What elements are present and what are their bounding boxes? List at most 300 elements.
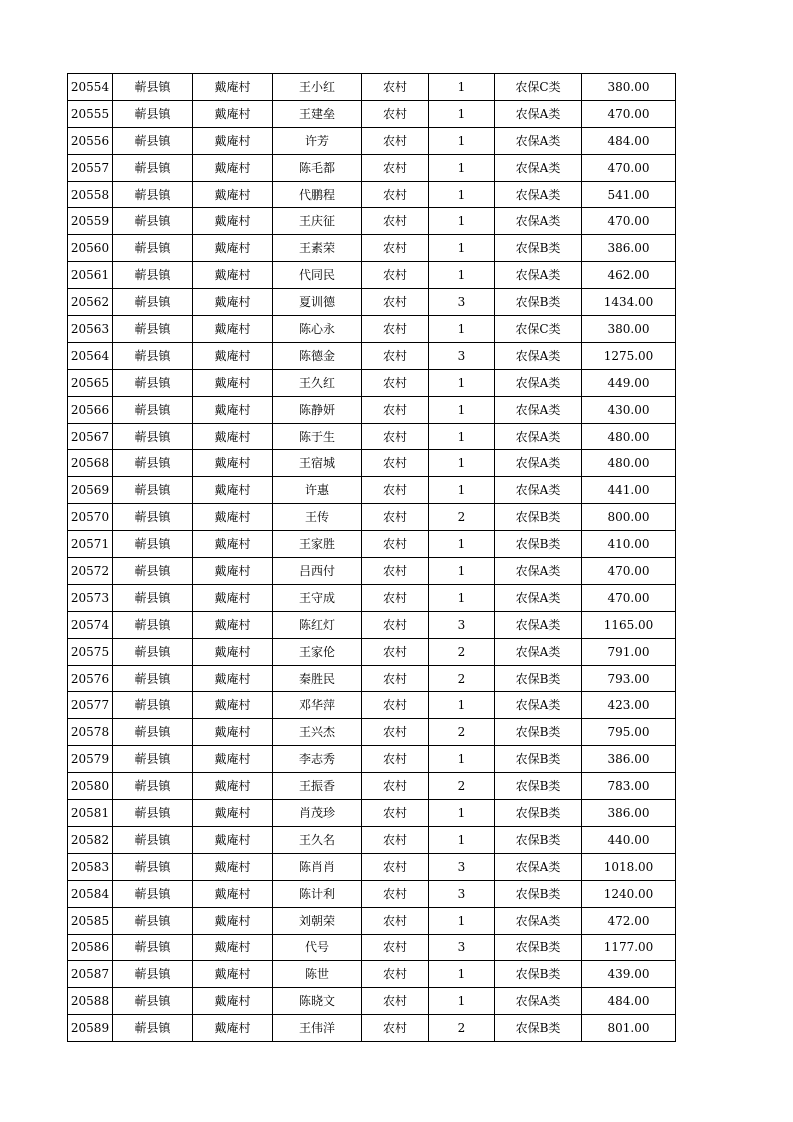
amount-cell: 470.00 [582, 558, 676, 585]
category-cell: 农村 [362, 558, 429, 585]
village-cell: 戴庵村 [193, 181, 273, 208]
amount-cell: 791.00 [582, 638, 676, 665]
town-cell: 蕲县镇 [113, 934, 193, 961]
village-cell: 戴庵村 [193, 853, 273, 880]
household-count-cell: 2 [429, 719, 495, 746]
table-row [68, 611, 676, 638]
household-count-cell: 1 [429, 907, 495, 934]
category-cell: 农村 [362, 692, 429, 719]
insurance-type-cell: 农保A类 [495, 558, 582, 585]
row-number-cell: 20583 [68, 853, 113, 880]
row-number-cell: 20588 [68, 988, 113, 1015]
household-count-cell: 1 [429, 558, 495, 585]
table-row [68, 74, 676, 101]
table-row [68, 746, 676, 773]
village-cell: 戴庵村 [193, 880, 273, 907]
name-cell: 王兴杰 [273, 719, 362, 746]
village-cell: 戴庵村 [193, 369, 273, 396]
household-count-cell: 1 [429, 127, 495, 154]
amount-cell: 386.00 [582, 746, 676, 773]
household-count-cell: 3 [429, 289, 495, 316]
row-number-cell: 20554 [68, 74, 113, 101]
insurance-type-cell: 农保B类 [495, 880, 582, 907]
town-cell: 蕲县镇 [113, 262, 193, 289]
amount-cell: 795.00 [582, 719, 676, 746]
category-cell: 农村 [362, 853, 429, 880]
household-count-cell: 3 [429, 853, 495, 880]
category-cell: 农村 [362, 988, 429, 1015]
row-number-cell: 20555 [68, 100, 113, 127]
amount-cell: 541.00 [582, 181, 676, 208]
name-cell: 王素荣 [273, 235, 362, 262]
insurance-type-cell: 农保A类 [495, 611, 582, 638]
row-number-cell: 20562 [68, 289, 113, 316]
household-count-cell: 1 [429, 181, 495, 208]
household-count-cell: 1 [429, 208, 495, 235]
category-cell: 农村 [362, 611, 429, 638]
amount-cell: 440.00 [582, 826, 676, 853]
household-count-cell: 3 [429, 342, 495, 369]
amount-cell: 1240.00 [582, 880, 676, 907]
category-cell: 农村 [362, 531, 429, 558]
town-cell: 蕲县镇 [113, 181, 193, 208]
household-count-cell: 1 [429, 531, 495, 558]
category-cell: 农村 [362, 477, 429, 504]
household-count-cell: 2 [429, 773, 495, 800]
town-cell: 蕲县镇 [113, 638, 193, 665]
table-row [68, 154, 676, 181]
town-cell: 蕲县镇 [113, 423, 193, 450]
row-number-cell: 20574 [68, 611, 113, 638]
village-cell: 戴庵村 [193, 531, 273, 558]
row-number-cell: 20559 [68, 208, 113, 235]
name-cell: 王守成 [273, 584, 362, 611]
table-row [68, 450, 676, 477]
amount-cell: 470.00 [582, 154, 676, 181]
insurance-type-cell: 农保A类 [495, 584, 582, 611]
town-cell: 蕲县镇 [113, 880, 193, 907]
table-row [68, 907, 676, 934]
insurance-type-cell: 农保A类 [495, 181, 582, 208]
insurance-type-cell: 农保A类 [495, 100, 582, 127]
village-cell: 戴庵村 [193, 208, 273, 235]
village-cell: 戴庵村 [193, 773, 273, 800]
name-cell: 陈晓文 [273, 988, 362, 1015]
town-cell: 蕲县镇 [113, 531, 193, 558]
category-cell: 农村 [362, 289, 429, 316]
insurance-type-cell: 农保A类 [495, 477, 582, 504]
insurance-type-cell: 农保C类 [495, 74, 582, 101]
table-row [68, 127, 676, 154]
insurance-type-cell: 农保A类 [495, 853, 582, 880]
household-count-cell: 1 [429, 988, 495, 1015]
row-number-cell: 20587 [68, 961, 113, 988]
village-cell: 戴庵村 [193, 665, 273, 692]
category-cell: 农村 [362, 74, 429, 101]
insurance-type-cell: 农保A类 [495, 450, 582, 477]
village-cell: 戴庵村 [193, 423, 273, 450]
village-cell: 戴庵村 [193, 692, 273, 719]
row-number-cell: 20579 [68, 746, 113, 773]
village-cell: 戴庵村 [193, 262, 273, 289]
amount-cell: 449.00 [582, 369, 676, 396]
amount-cell: 470.00 [582, 584, 676, 611]
amount-cell: 1018.00 [582, 853, 676, 880]
town-cell: 蕲县镇 [113, 100, 193, 127]
town-cell: 蕲县镇 [113, 342, 193, 369]
insurance-type-cell: 农保A类 [495, 208, 582, 235]
category-cell: 农村 [362, 208, 429, 235]
household-count-cell: 1 [429, 584, 495, 611]
amount-cell: 410.00 [582, 531, 676, 558]
category-cell: 农村 [362, 800, 429, 827]
town-cell: 蕲县镇 [113, 584, 193, 611]
table-row [68, 1015, 676, 1042]
category-cell: 农村 [362, 369, 429, 396]
town-cell: 蕲县镇 [113, 826, 193, 853]
insurance-type-cell: 农保A类 [495, 342, 582, 369]
town-cell: 蕲县镇 [113, 316, 193, 343]
village-cell: 戴庵村 [193, 127, 273, 154]
name-cell: 刘朝荣 [273, 907, 362, 934]
amount-cell: 423.00 [582, 692, 676, 719]
amount-cell: 1275.00 [582, 342, 676, 369]
town-cell: 蕲县镇 [113, 746, 193, 773]
row-number-cell: 20565 [68, 369, 113, 396]
category-cell: 农村 [362, 719, 429, 746]
row-number-cell: 20581 [68, 800, 113, 827]
row-number-cell: 20576 [68, 665, 113, 692]
village-cell: 戴庵村 [193, 961, 273, 988]
row-number-cell: 20572 [68, 558, 113, 585]
table-row [68, 558, 676, 585]
row-number-cell: 20560 [68, 235, 113, 262]
town-cell: 蕲县镇 [113, 907, 193, 934]
name-cell: 王传 [273, 504, 362, 531]
name-cell: 代鹏程 [273, 181, 362, 208]
household-count-cell: 1 [429, 369, 495, 396]
amount-cell: 801.00 [582, 1015, 676, 1042]
table-row [68, 396, 676, 423]
category-cell: 农村 [362, 154, 429, 181]
town-cell: 蕲县镇 [113, 988, 193, 1015]
category-cell: 农村 [362, 235, 429, 262]
row-number-cell: 20577 [68, 692, 113, 719]
town-cell: 蕲县镇 [113, 289, 193, 316]
name-cell: 王家胜 [273, 531, 362, 558]
household-count-cell: 1 [429, 235, 495, 262]
name-cell: 陈静妍 [273, 396, 362, 423]
category-cell: 农村 [362, 127, 429, 154]
name-cell: 许惠 [273, 477, 362, 504]
town-cell: 蕲县镇 [113, 235, 193, 262]
table-row [68, 100, 676, 127]
category-cell: 农村 [362, 934, 429, 961]
row-number-cell: 20557 [68, 154, 113, 181]
category-cell: 农村 [362, 262, 429, 289]
name-cell: 王伟洋 [273, 1015, 362, 1042]
insurance-type-cell: 农保B类 [495, 504, 582, 531]
name-cell: 代号 [273, 934, 362, 961]
amount-cell: 386.00 [582, 235, 676, 262]
insurance-type-cell: 农保B类 [495, 934, 582, 961]
village-cell: 戴庵村 [193, 342, 273, 369]
row-number-cell: 20585 [68, 907, 113, 934]
row-number-cell: 20556 [68, 127, 113, 154]
table-row [68, 773, 676, 800]
village-cell: 戴庵村 [193, 934, 273, 961]
amount-cell: 380.00 [582, 74, 676, 101]
category-cell: 农村 [362, 746, 429, 773]
amount-cell: 1434.00 [582, 289, 676, 316]
amount-cell: 1177.00 [582, 934, 676, 961]
household-count-cell: 1 [429, 262, 495, 289]
table-body [68, 74, 676, 1042]
name-cell: 王振香 [273, 773, 362, 800]
table-row [68, 289, 676, 316]
name-cell: 王家伦 [273, 638, 362, 665]
name-cell: 王小红 [273, 74, 362, 101]
insurance-type-cell: 农保A类 [495, 423, 582, 450]
household-count-cell: 1 [429, 692, 495, 719]
name-cell: 李志秀 [273, 746, 362, 773]
insurance-type-cell: 农保A类 [495, 907, 582, 934]
row-number-cell: 20558 [68, 181, 113, 208]
name-cell: 王久名 [273, 826, 362, 853]
village-cell: 戴庵村 [193, 450, 273, 477]
insurance-type-cell: 农保B类 [495, 961, 582, 988]
category-cell: 农村 [362, 1015, 429, 1042]
table-row [68, 423, 676, 450]
category-cell: 农村 [362, 316, 429, 343]
name-cell: 陈于生 [273, 423, 362, 450]
row-number-cell: 20567 [68, 423, 113, 450]
village-cell: 戴庵村 [193, 800, 273, 827]
village-cell: 戴庵村 [193, 826, 273, 853]
town-cell: 蕲县镇 [113, 961, 193, 988]
village-cell: 戴庵村 [193, 396, 273, 423]
row-number-cell: 20580 [68, 773, 113, 800]
row-number-cell: 20566 [68, 396, 113, 423]
category-cell: 农村 [362, 181, 429, 208]
category-cell: 农村 [362, 423, 429, 450]
name-cell: 肖茂珍 [273, 800, 362, 827]
town-cell: 蕲县镇 [113, 154, 193, 181]
insurance-type-cell: 农保A类 [495, 692, 582, 719]
insurance-type-cell: 农保B类 [495, 746, 582, 773]
amount-cell: 380.00 [582, 316, 676, 343]
row-number-cell: 20569 [68, 477, 113, 504]
household-count-cell: 1 [429, 800, 495, 827]
category-cell: 农村 [362, 450, 429, 477]
row-number-cell: 20571 [68, 531, 113, 558]
name-cell: 王久红 [273, 369, 362, 396]
village-cell: 戴庵村 [193, 988, 273, 1015]
row-number-cell: 20584 [68, 880, 113, 907]
table-row [68, 531, 676, 558]
village-cell: 戴庵村 [193, 504, 273, 531]
household-count-cell: 1 [429, 154, 495, 181]
town-cell: 蕲县镇 [113, 74, 193, 101]
name-cell: 陈肖肖 [273, 853, 362, 880]
household-count-cell: 1 [429, 316, 495, 343]
village-cell: 戴庵村 [193, 316, 273, 343]
town-cell: 蕲县镇 [113, 1015, 193, 1042]
amount-cell: 441.00 [582, 477, 676, 504]
insurance-type-cell: 农保A类 [495, 127, 582, 154]
amount-cell: 462.00 [582, 262, 676, 289]
amount-cell: 1165.00 [582, 611, 676, 638]
row-number-cell: 20582 [68, 826, 113, 853]
category-cell: 农村 [362, 342, 429, 369]
amount-cell: 783.00 [582, 773, 676, 800]
insurance-type-cell: 农保B类 [495, 235, 582, 262]
name-cell: 陈计利 [273, 880, 362, 907]
name-cell: 陈红灯 [273, 611, 362, 638]
name-cell: 王庆征 [273, 208, 362, 235]
table-row [68, 800, 676, 827]
household-count-cell: 1 [429, 746, 495, 773]
category-cell: 农村 [362, 584, 429, 611]
amount-cell: 439.00 [582, 961, 676, 988]
category-cell: 农村 [362, 826, 429, 853]
insurance-type-cell: 农保B类 [495, 773, 582, 800]
village-cell: 戴庵村 [193, 154, 273, 181]
insurance-type-cell: 农保B类 [495, 826, 582, 853]
table-row [68, 477, 676, 504]
village-cell: 戴庵村 [193, 907, 273, 934]
table-row [68, 692, 676, 719]
table-row [68, 316, 676, 343]
village-cell: 戴庵村 [193, 1015, 273, 1042]
table-row [68, 584, 676, 611]
table-row [68, 934, 676, 961]
row-number-cell: 20568 [68, 450, 113, 477]
household-count-cell: 1 [429, 423, 495, 450]
household-count-cell: 2 [429, 504, 495, 531]
town-cell: 蕲县镇 [113, 450, 193, 477]
insurance-type-cell: 农保B类 [495, 665, 582, 692]
table-row [68, 880, 676, 907]
town-cell: 蕲县镇 [113, 558, 193, 585]
name-cell: 秦胜民 [273, 665, 362, 692]
household-count-cell: 3 [429, 934, 495, 961]
household-count-cell: 1 [429, 826, 495, 853]
table-row [68, 719, 676, 746]
amount-cell: 480.00 [582, 423, 676, 450]
name-cell: 代同民 [273, 262, 362, 289]
insurance-type-cell: 农保A类 [495, 262, 582, 289]
village-cell: 戴庵村 [193, 584, 273, 611]
table-row [68, 988, 676, 1015]
town-cell: 蕲县镇 [113, 692, 193, 719]
category-cell: 农村 [362, 665, 429, 692]
row-number-cell: 20573 [68, 584, 113, 611]
household-count-cell: 1 [429, 74, 495, 101]
town-cell: 蕲县镇 [113, 800, 193, 827]
table-row [68, 665, 676, 692]
household-count-cell: 1 [429, 396, 495, 423]
town-cell: 蕲县镇 [113, 369, 193, 396]
insurance-type-cell: 农保B类 [495, 531, 582, 558]
table-row [68, 235, 676, 262]
village-cell: 戴庵村 [193, 235, 273, 262]
name-cell: 吕西付 [273, 558, 362, 585]
name-cell: 王宿城 [273, 450, 362, 477]
insurance-type-cell: 农保B类 [495, 719, 582, 746]
insurance-type-cell: 农保A类 [495, 638, 582, 665]
town-cell: 蕲县镇 [113, 665, 193, 692]
table-row [68, 504, 676, 531]
household-count-cell: 2 [429, 1015, 495, 1042]
row-number-cell: 20570 [68, 504, 113, 531]
insurance-type-cell: 农保C类 [495, 316, 582, 343]
category-cell: 农村 [362, 638, 429, 665]
town-cell: 蕲县镇 [113, 773, 193, 800]
category-cell: 农村 [362, 396, 429, 423]
category-cell: 农村 [362, 961, 429, 988]
village-cell: 戴庵村 [193, 74, 273, 101]
town-cell: 蕲县镇 [113, 396, 193, 423]
row-number-cell: 20563 [68, 316, 113, 343]
row-number-cell: 20586 [68, 934, 113, 961]
name-cell: 许芳 [273, 127, 362, 154]
category-cell: 农村 [362, 880, 429, 907]
table-row [68, 961, 676, 988]
village-cell: 戴庵村 [193, 558, 273, 585]
amount-cell: 470.00 [582, 100, 676, 127]
row-number-cell: 20575 [68, 638, 113, 665]
name-cell: 陈毛都 [273, 154, 362, 181]
amount-cell: 430.00 [582, 396, 676, 423]
row-number-cell: 20589 [68, 1015, 113, 1042]
town-cell: 蕲县镇 [113, 719, 193, 746]
town-cell: 蕲县镇 [113, 477, 193, 504]
amount-cell: 472.00 [582, 907, 676, 934]
amount-cell: 800.00 [582, 504, 676, 531]
data-table [67, 73, 676, 1042]
amount-cell: 793.00 [582, 665, 676, 692]
insurance-type-cell: 农保A类 [495, 154, 582, 181]
village-cell: 戴庵村 [193, 289, 273, 316]
table-row [68, 342, 676, 369]
insurance-type-cell: 农保A类 [495, 396, 582, 423]
insurance-type-cell: 农保A类 [495, 988, 582, 1015]
household-count-cell: 3 [429, 880, 495, 907]
town-cell: 蕲县镇 [113, 504, 193, 531]
town-cell: 蕲县镇 [113, 127, 193, 154]
village-cell: 戴庵村 [193, 477, 273, 504]
name-cell: 陈世 [273, 961, 362, 988]
name-cell: 夏训德 [273, 289, 362, 316]
household-count-cell: 1 [429, 477, 495, 504]
village-cell: 戴庵村 [193, 100, 273, 127]
insurance-type-cell: 农保B类 [495, 800, 582, 827]
household-count-cell: 2 [429, 665, 495, 692]
table-row [68, 262, 676, 289]
table-row [68, 181, 676, 208]
village-cell: 戴庵村 [193, 746, 273, 773]
insurance-type-cell: 农保B类 [495, 1015, 582, 1042]
category-cell: 农村 [362, 773, 429, 800]
amount-cell: 484.00 [582, 127, 676, 154]
table-row [68, 826, 676, 853]
table-row [68, 208, 676, 235]
table-row [68, 853, 676, 880]
row-number-cell: 20578 [68, 719, 113, 746]
amount-cell: 484.00 [582, 988, 676, 1015]
table-row [68, 369, 676, 396]
